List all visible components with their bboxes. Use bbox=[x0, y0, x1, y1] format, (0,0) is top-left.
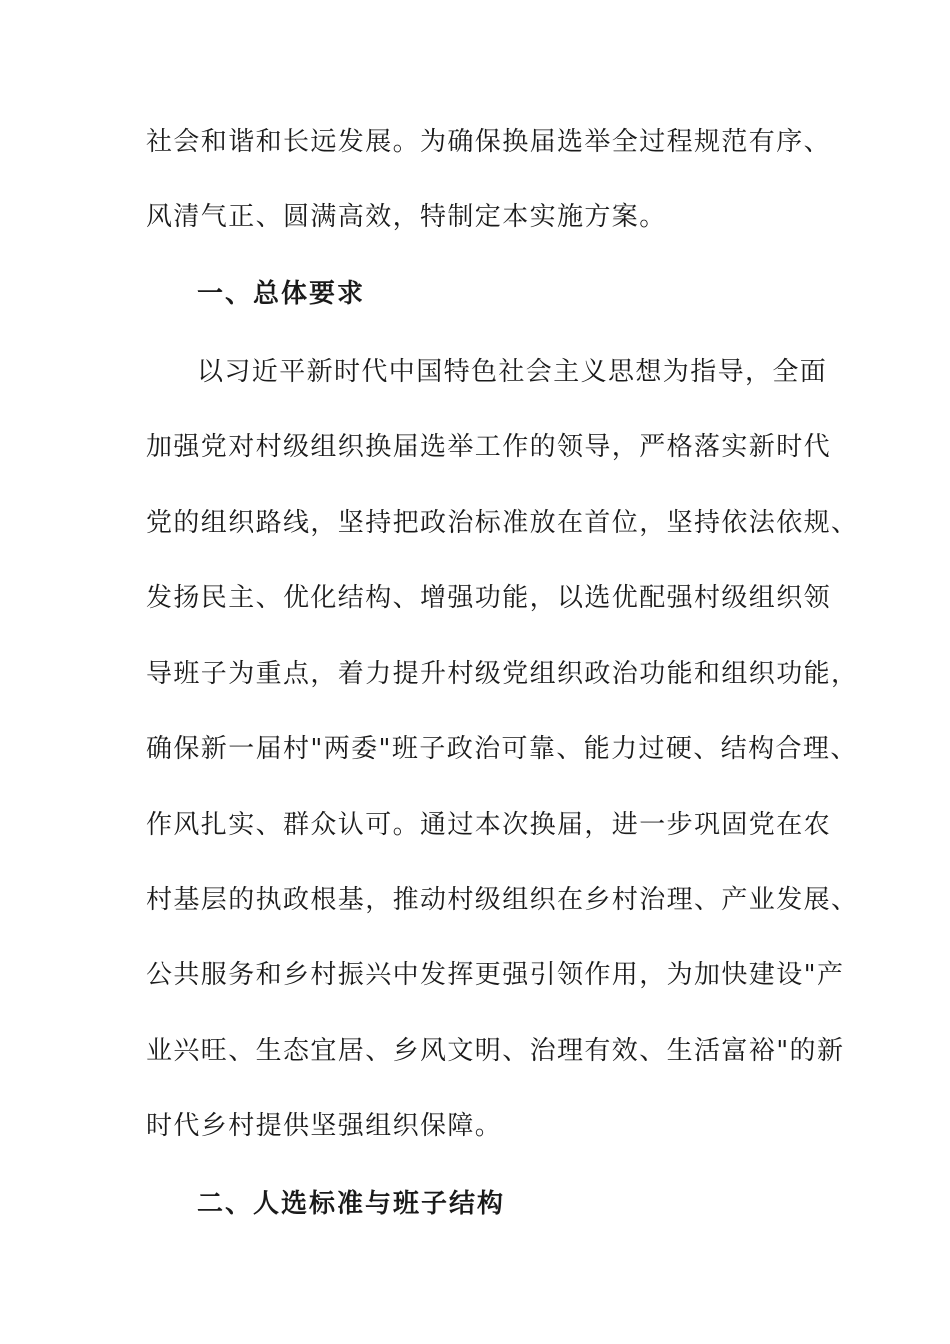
paragraph-line: 发扬民主、优化结构、增强功能，以选优配强村级组织领 bbox=[146, 583, 832, 613]
paragraph-line: 以习近平新时代中国特色社会主义思想为指导，全面 bbox=[197, 357, 828, 387]
paragraph-line: 作风扎实、群众认可。通过本次换届，进一步巩固党在农 bbox=[146, 810, 832, 840]
section-heading-1: 一、总体要求 bbox=[197, 279, 366, 309]
paragraph-line: 加强党对村级组织换届选举工作的领导，严格落实新时代 bbox=[146, 432, 832, 462]
section-heading-2: 二、人选标准与班子结构 bbox=[197, 1189, 506, 1219]
paragraph-line: 公共服务和乡村振兴中发挥更强引领作用，为加快建设"产 bbox=[146, 960, 845, 990]
paragraph-line: 业兴旺、生态宜居、乡风文明、治理有效、生活富裕"的新 bbox=[146, 1036, 845, 1066]
paragraph-line: 时代乡村提供坚强组织保障。 bbox=[146, 1111, 503, 1141]
paragraph-line: 确保新一届村"两委"班子政治可靠、能力过硬、结构合理、 bbox=[146, 734, 858, 764]
intro-line-2: 风清气正、圆满高效，特制定本实施方案。 bbox=[146, 202, 667, 232]
intro-line-1: 社会和谐和长远发展。为确保换届选举全过程规范有序、 bbox=[146, 127, 832, 157]
paragraph-line: 村基层的执政根基，推动村级组织在乡村治理、产业发展、 bbox=[146, 885, 859, 915]
paragraph-line: 导班子为重点，着力提升村级党组织政治功能和组织功能， bbox=[146, 659, 859, 689]
paragraph-line: 党的组织路线，坚持把政治标准放在首位，坚持依法依规、 bbox=[146, 508, 859, 538]
